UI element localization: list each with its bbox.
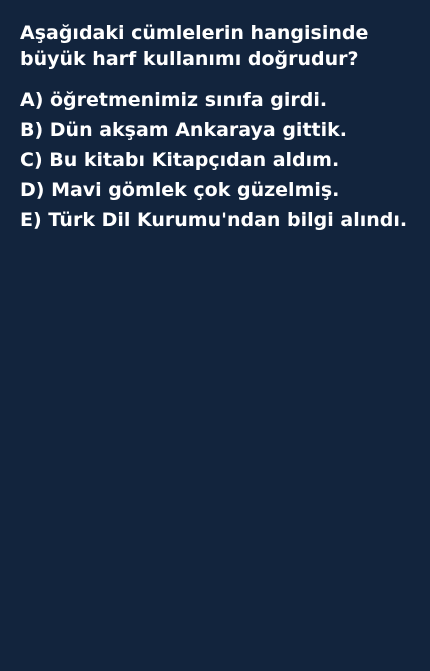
answer-options [20, 87, 410, 233]
question-text: Aşağıdaki cümlelerin hangisinde büyük harf kullanımı doğrudur? [20, 22, 369, 70]
option-c[interactable]: C) Bu kitabı Kitapçıdan aldım. [20, 149, 340, 171]
option-a[interactable]: A) öğretmenimiz sınıfa girdi. [20, 89, 328, 111]
option-b[interactable]: B) Dün akşam Ankaraya gittik. [20, 119, 347, 141]
option-e[interactable]: E) Türk Dil Kurumu'ndan bilgi alındı. [20, 209, 408, 231]
option-d[interactable]: D) Mavi gömlek çok güzelmiş. [20, 179, 340, 201]
